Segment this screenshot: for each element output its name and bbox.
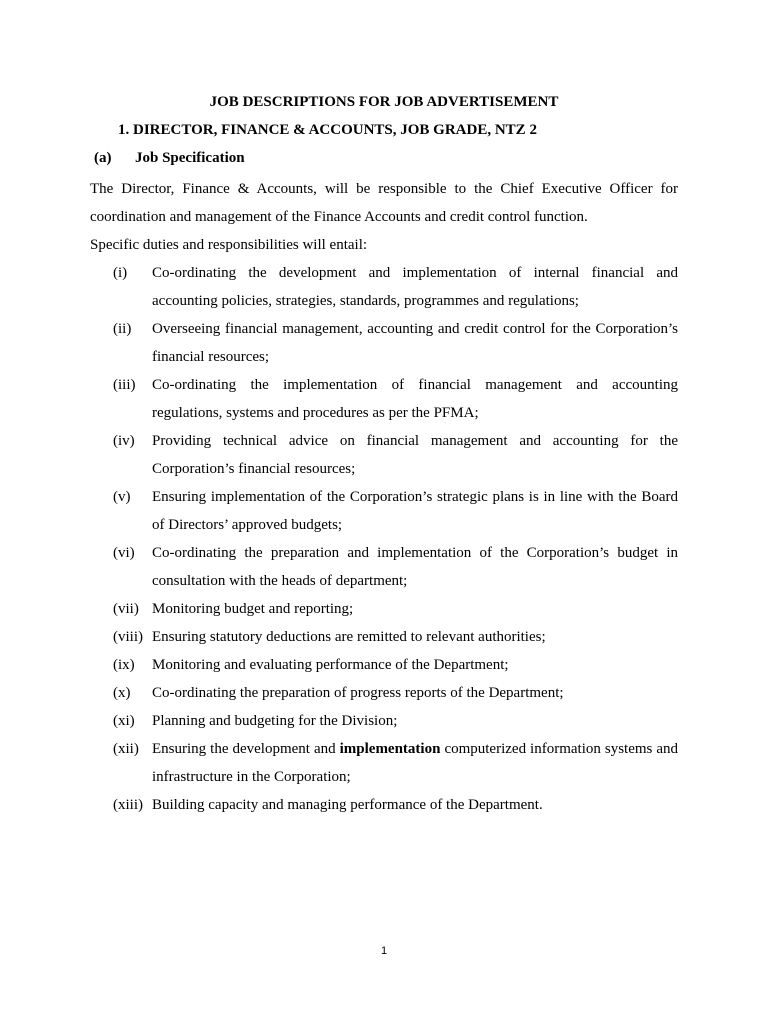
duty-text: Planning and budgeting for the Division; [152, 713, 398, 729]
duty-number: (i) [113, 265, 128, 281]
duty-text: Co-ordinating the implementation of financial management and accounting regulations, systems and procedures as per the PFMA; [152, 377, 678, 421]
duty-text: Monitoring and evaluating performance of the Department; [152, 657, 509, 673]
duty-text: Providing technical advice on financial management and accounting for the Corporation’s financial resources; [152, 433, 678, 477]
subsection-heading [94, 149, 245, 167]
duty-number: (xi) [113, 713, 135, 729]
duties-lead: Specific duties and responsibilities will entail: [90, 237, 368, 253]
duty-number: (vi) [113, 545, 135, 561]
duty-text: Overseeing financial management, accounting and credit control for the Corporation’s financial resources; [152, 321, 678, 365]
section-heading: 1. DIRECTOR, FINANCE & ACCOUNTS, JOB GRADE, NTZ 2 [118, 122, 537, 138]
duty-item-vi [113, 539, 678, 595]
duty-text-before: Ensuring the development and [152, 741, 336, 757]
subsection-label: Job Specification [135, 150, 245, 166]
duty-number: (vii) [113, 601, 139, 617]
duty-text: Monitoring budget and reporting; [152, 601, 354, 617]
page-number: 1 [380, 945, 388, 957]
duty-item-iii [113, 371, 678, 427]
duty-item-xiii [113, 791, 678, 819]
duty-item-iv [113, 427, 678, 483]
duty-number: (viii) [113, 629, 143, 645]
document-title: JOB DESCRIPTIONS FOR JOB ADVERTISEMENT [209, 94, 559, 110]
duty-text: Building capacity and managing performance of the Department. [152, 797, 543, 813]
duty-number: (iv) [113, 433, 135, 449]
duty-text-emphasis: implementation [339, 741, 441, 757]
duty-text [152, 735, 678, 791]
subsection-marker: (a) [94, 150, 112, 166]
duty-number: (ix) [113, 657, 135, 673]
duty-item-xii [113, 735, 678, 791]
duty-text: Co-ordinating the preparation of progress reports of the Department; [152, 685, 564, 701]
duty-item-i [113, 259, 678, 315]
duty-text-after: computerized information systems and infrastructure in the Corporation; [152, 741, 679, 785]
duty-number: (x) [113, 685, 131, 701]
duty-item-viii [113, 623, 678, 651]
duty-item-ii [113, 315, 678, 371]
duty-text: Co-ordinating the preparation and implementation of the Corporation’s budget in consultation with the heads of department; [152, 545, 678, 589]
duty-number: (xii) [113, 741, 139, 757]
duty-number: (iii) [113, 377, 136, 393]
duty-number: (ii) [113, 321, 132, 337]
duty-item-xi [113, 707, 678, 735]
intro-paragraph: The Director, Finance & Accounts, will be responsible to the Chief Executive Officer for coordination and management of the Finance Accounts and credit control function. [90, 181, 678, 225]
duty-item-x [113, 679, 678, 707]
duty-item-vii [113, 595, 678, 623]
duty-item-ix [113, 651, 678, 679]
duty-text: Ensuring implementation of the Corporation’s strategic plans is in line with the Board of Directors’ approved budgets; [152, 489, 678, 533]
duties-list [113, 259, 678, 819]
duty-text: Ensuring statutory deductions are remitted to relevant authorities; [152, 629, 546, 645]
duty-text: Co-ordinating the development and implementation of internal financial and accounting policies, strategies, standards, programmes and regulations; [152, 265, 678, 309]
duty-number: (v) [113, 489, 131, 505]
duty-number: (xiii) [113, 797, 143, 813]
duty-item-v [113, 483, 678, 539]
